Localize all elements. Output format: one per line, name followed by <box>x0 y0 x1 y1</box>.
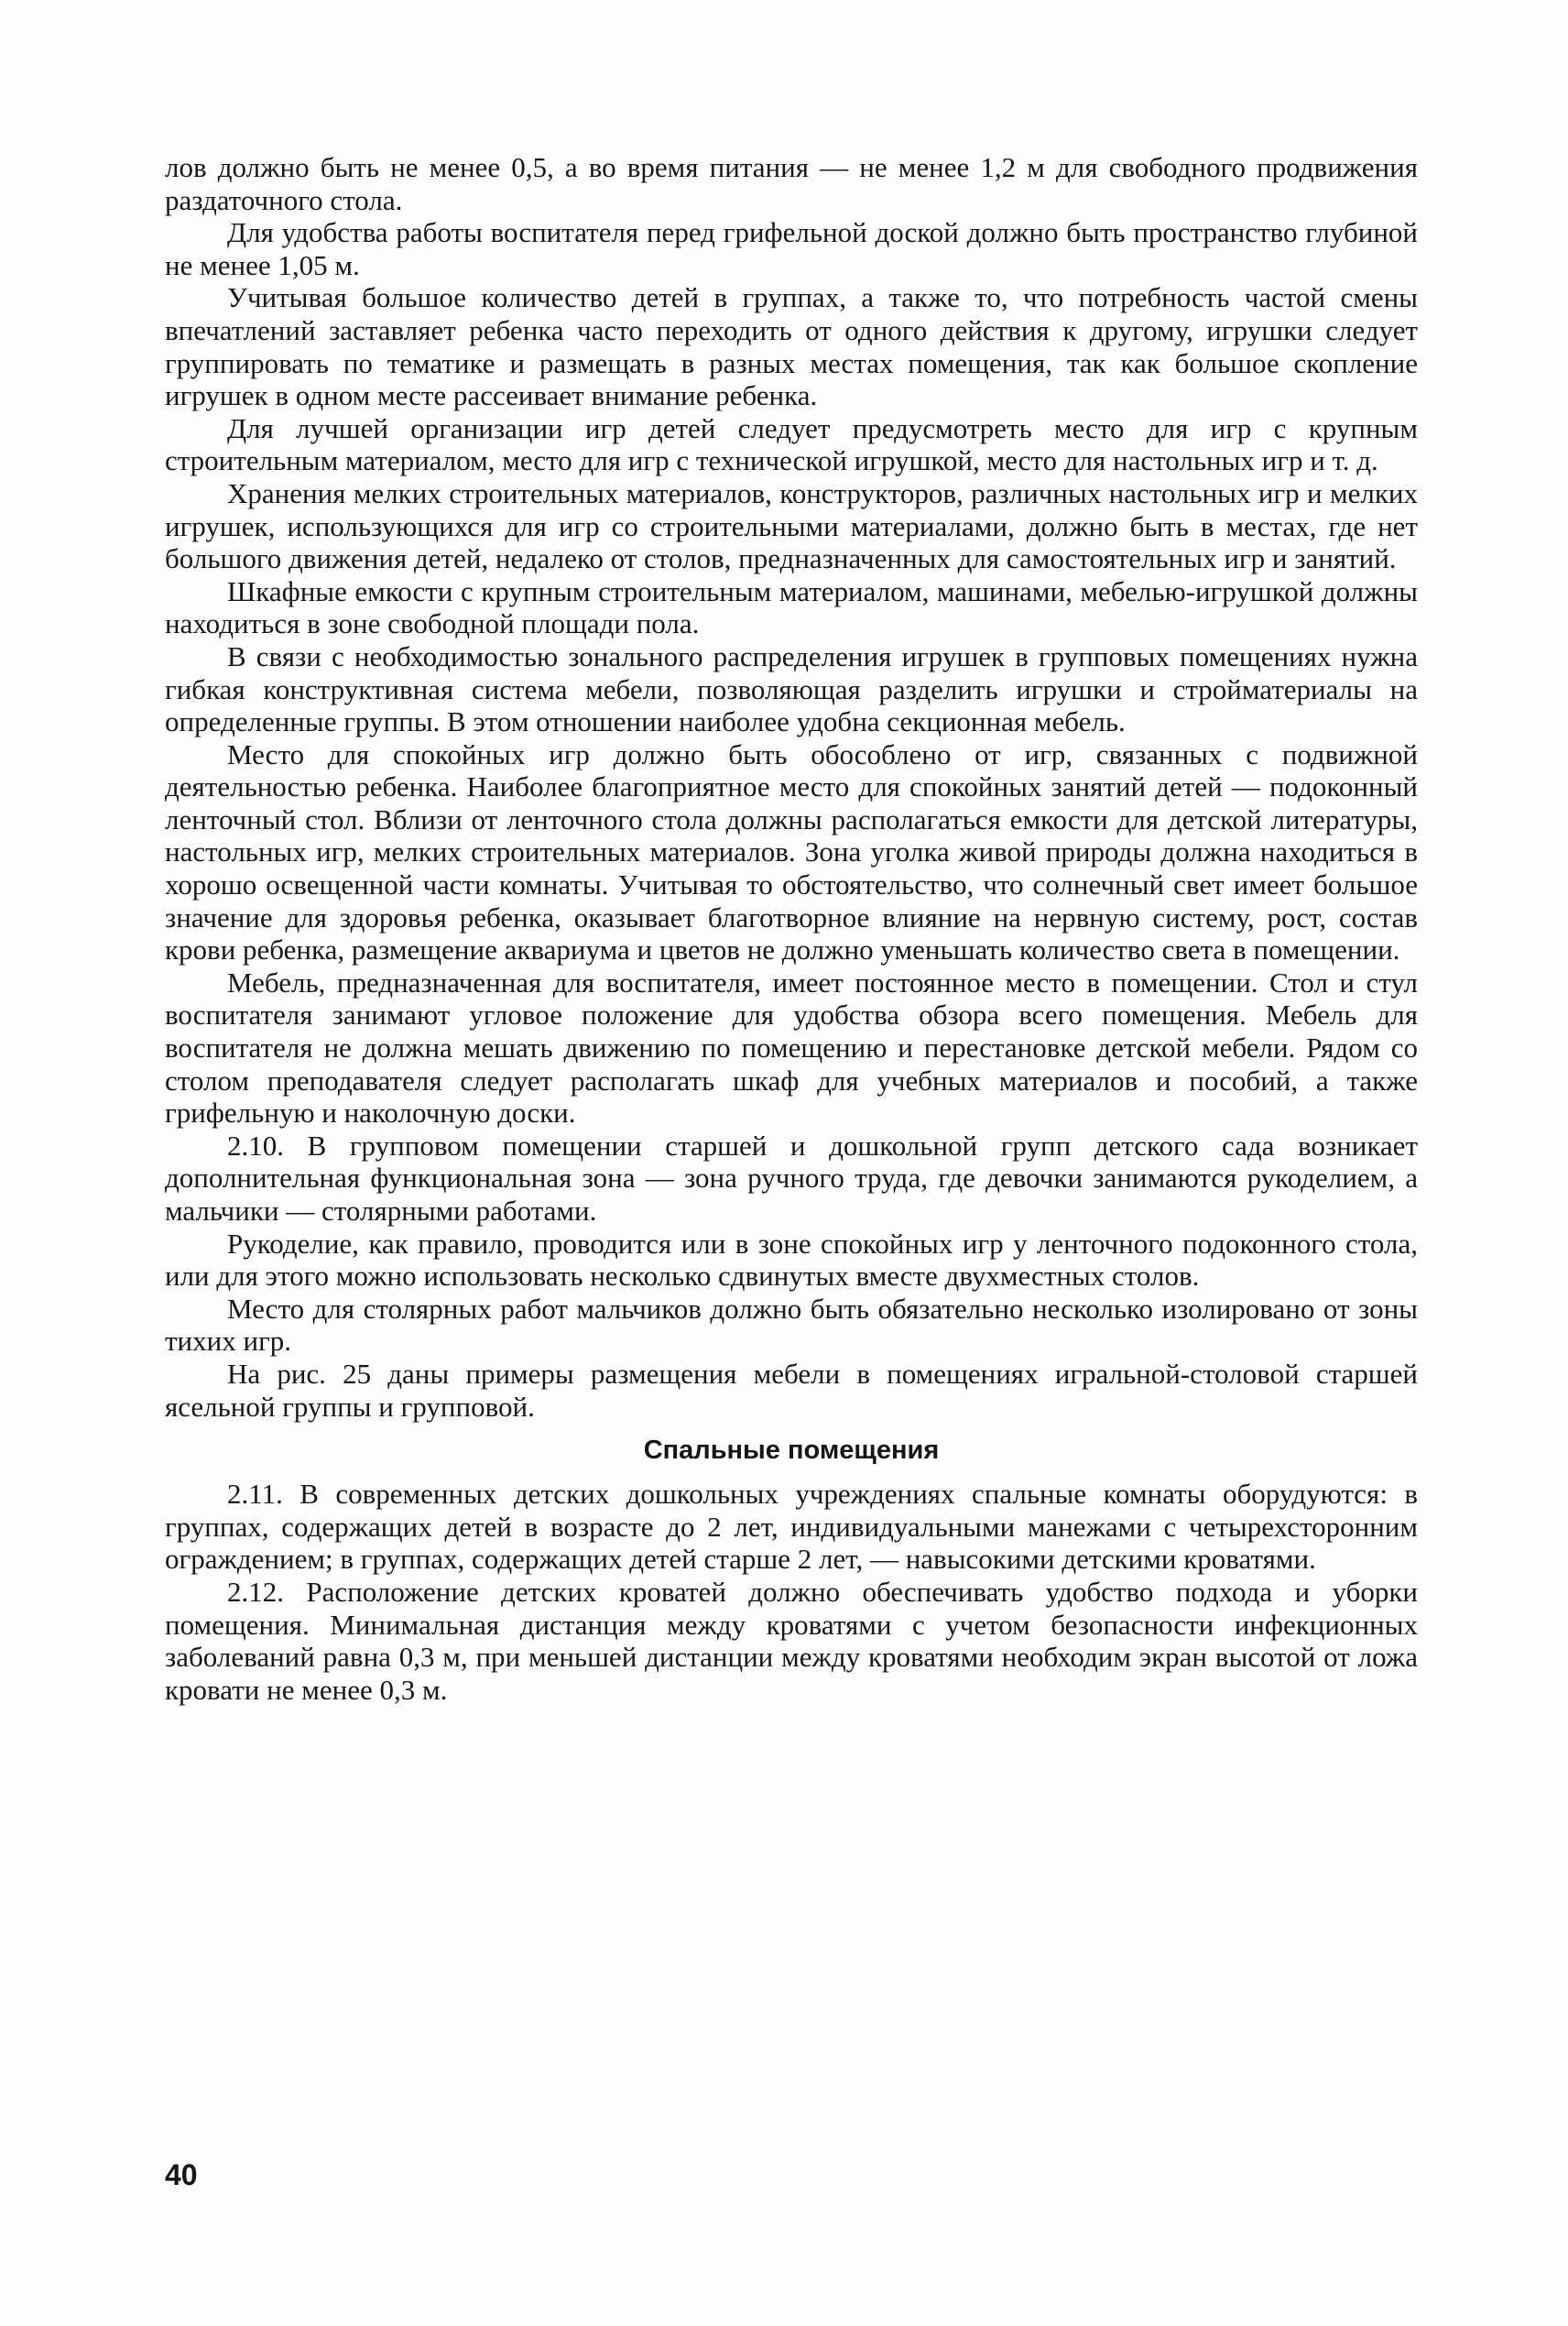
paragraph-1: лов должно быть не менее 0,5, а во время питания — не менее 1,2 м для свободного продвижения раздаточного стола. <box>165 151 1418 216</box>
section-paragraph-2: 2.12. Расположение детских кроватей должно обеспечивать удобство подхода и уборки помещения. Минимальная дистанция между кроватями с учетом безопасности инфекционных заболеваний равна 0,3 м, при меньшей дистанции между кроватями необходим экран высотой от ложа кровати не менее 0,3 м. <box>165 1575 1418 1706</box>
paragraph-6: Шкафные емкости с крупным строительным материалом, машинами, мебелью-игрушкой должны находиться в зоне свободной площади пола. <box>165 574 1418 640</box>
paragraph-3: Учитывая большое количество детей в группах, а также то, что потребность частой смены впечатлений заставляет ребенка часто переходить от одного действия к другому, игрушки следует группировать по тематике и размещать в разных местах помещения, так как большое скопление игрушек в одном месте рассеивает внимание ребенка. <box>165 281 1418 412</box>
section-paragraph-1: 2.11. В современных детских дошкольных учреждениях спальные комнаты оборудуются: в группах, содержащих детей в возрасте до 2 лет, индивидуальными манежами с четырехсторонним ограждением; в группах, содержащих детей старше 2 лет, — навысокими детскими кроватями. <box>165 1478 1418 1576</box>
paragraph-12: Место для столярных работ мальчиков должно быть обязательно несколько изолировано от зоны тихих игр. <box>165 1292 1418 1358</box>
paragraph-8: Место для спокойных игр должно быть обособлено от игр, связанных с подвижной деятельностью ребенка. Наиболее благоприятное место для спокойных занятий детей — подоконный ленточный стол. Вблизи от ленточного стола должны располагаться емкости для детской литературы, настольных игр, мелких строительных материалов. Зона уголка живой природы должна находиться в хорошо освещенной части комнаты. Учитывая то обстоятельство, что солнечный свет имеет большое значение для здоровья ребенка, оказывает благотворное влияние на нервную систему, рост, состав крови ребенка, размещение аквариума и цветов не должно уменьшать количество света в помещении. <box>165 737 1418 966</box>
paragraph-7: В связи с необходимостью зонального распределения игрушек в групповых помещениях нужна гибкая конструктивная система мебели, позволяющая разделить игрушки и стройматериалы на определенные группы. В этом отношении наиболее удобна секционная мебель. <box>165 639 1418 738</box>
paragraph-2: Для удобства работы воспитателя перед грифельной доской должно быть пространство глубиной не менее 1,05 м. <box>165 216 1418 281</box>
section-heading: Спальные помещения <box>643 1436 940 1466</box>
paragraph-9: Мебель, предназначенная для воспитателя, имеет постоянное место в помещении. Стол и стул воспитателя занимают угловое положение для удобства обзора всего помещения. Мебель для воспитателя не должна мешать движению по помещению и перестановке детской мебели. Рядом со столом преподавателя следует располагать шкаф для учебных материалов и пособий, а также грифельную и наколочную доски. <box>165 966 1418 1130</box>
body-text <box>165 151 1418 1706</box>
paragraph-11: Рукоделие, как правило, проводится или в зоне спокойных игр у ленточного подоконного стола, или для этого можно использовать несколько сдвинутых вместе двухместных столов. <box>165 1227 1418 1293</box>
paragraph-10: 2.10. В групповом помещении старшей и дошкольной групп детского сада возникает дополнительная функциональная зона — зона ручного труда, где девочки занимаются рукоделием, а мальчики — столярными работами. <box>165 1129 1418 1227</box>
paragraph-4: Для лучшей организации игр детей следует предусмотреть место для игр с крупным строительным материалом, место для игр с технической игрушкой, место для настольных игр и т. д. <box>165 411 1418 477</box>
paragraph-5: Хранения мелких строительных материалов, конструкторов, различных настольных игр и мелких игрушек, использующихся для игр со строительными материалами, должно быть в местах, где нет большого движения детей, недалеко от столов, предназначенных для самостоятельных игр и занятий. <box>165 476 1418 575</box>
page-number: 40 <box>165 2158 198 2191</box>
paragraph-13: На рис. 25 даны примеры размещения мебели в помещениях игральной-столовой старшей ясельной группы и групповой. <box>165 1357 1418 1423</box>
